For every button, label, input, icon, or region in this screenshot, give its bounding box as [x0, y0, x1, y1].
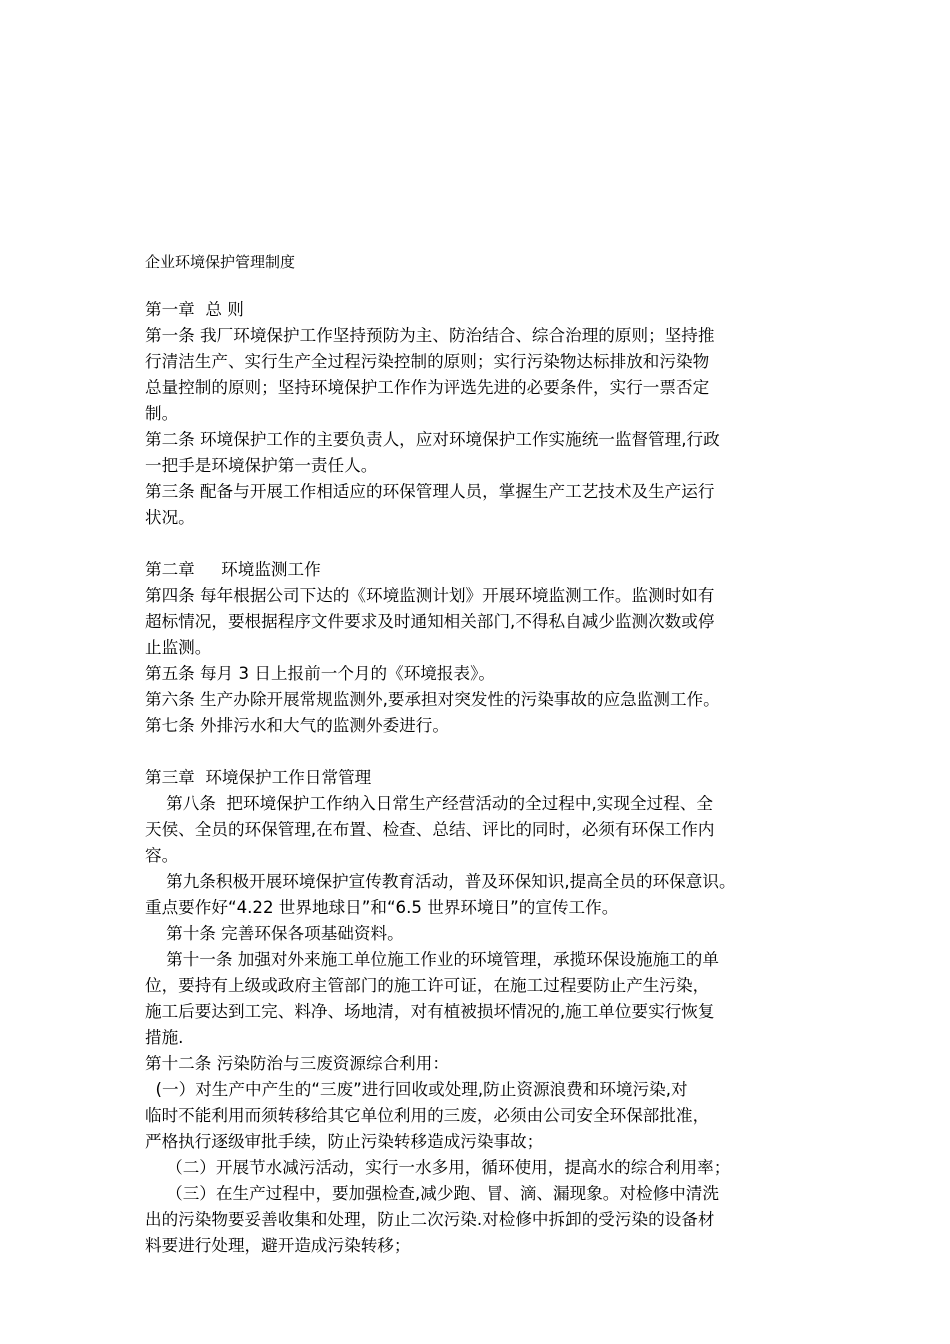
text-line: 第五条 每月 3 日上报前一个月的《环境报表》。: [145, 664, 495, 683]
text-line: 第一条 我厂环境保护工作坚持预防为主、防治结合、综合治理的原则；坚持推: [145, 326, 715, 345]
text-line: 第十条 完善环保各项基础资料。: [145, 924, 404, 943]
text-line: 施工后要达到工完、料净、场地清，对有植被损坏情况的,施工单位要实行恢复: [145, 1002, 715, 1021]
text-line: 第二章 环境监测工作: [145, 560, 321, 579]
text-line: 第十二条 污染防治与三废资源综合利用：: [145, 1054, 449, 1073]
text-line: （三）在生产过程中，要加强检查,减少跑、冒、滴、漏现象。对检修中清洗: [145, 1184, 719, 1203]
text-line: 第一章 总 则: [145, 300, 244, 319]
blank-line: [145, 531, 845, 557]
text-line: 总量控制的原则；坚持环境保护工作作为评选先进的必要条件，实行一票否定: [145, 378, 710, 397]
text-line: 位，要持有上级或政府主管部门的施工许可证，在施工过程要防止产生污染，: [145, 976, 710, 995]
text-line: 第六条 生产办除开展常规监测外,要承担对突发性的污染事故的应急监测工作。: [145, 690, 720, 709]
text-line: 容。: [145, 846, 179, 865]
text-line: 出的污染物要妥善收集和处理，防止二次污染.对检修中拆卸的受污染的设备材: [145, 1210, 715, 1229]
text-line: 第三章 环境保护工作日常管理: [145, 768, 372, 787]
document-body: [145, 297, 845, 1259]
text-line: 第九条积极开展环境保护宣传教育活动，普及环保知识,提高全员的环保意识。: [145, 872, 736, 891]
text-line: 第二条 环境保护工作的主要负责人，应对环境保护工作实施统一监督管理,行政: [145, 430, 720, 449]
document-title: 企业环境保护管理制度: [145, 253, 296, 271]
text-line: 一把手是环境保护第一责任人。: [145, 456, 378, 475]
text-line: 第十一条 加强对外来施工单位施工作业的环境管理，承揽环保设施施工的单: [145, 950, 719, 969]
text-line: 第三条 配备与开展工作相适应的环保管理人员，掌握生产工艺技术及生产运行: [145, 482, 715, 501]
text-line: 临时不能利用而须转移给其它单位利用的三废，必须由公司安全环保部批准，: [145, 1106, 710, 1125]
text-line: 重点要作好“4.22 世界地球日”和“6.5 世界环境日”的宣传工作。: [145, 898, 619, 917]
text-line: 措施.: [145, 1028, 184, 1047]
text-line: 天侯、全员的环保管理,在布置、检查、总结、评比的同时，必须有环保工作内: [145, 820, 715, 839]
text-line: 第七条 外排污水和大气的监测外委进行。: [145, 716, 449, 735]
text-line: 第四条 每年根据公司下达的《环境监测计划》开展环境监测工作。监测时如有: [145, 586, 715, 605]
text-line: 止监测。: [145, 638, 212, 657]
text-line: 状况。: [145, 508, 195, 527]
text-line: 第八条 把环境保护工作纳入日常生产经营活动的全过程中,实现全过程、全: [145, 794, 713, 813]
text-line: (一）对生产中产生的“三废”进行回收或处理,防止资源浪费和环境污染,对: [145, 1080, 688, 1099]
text-line: （二）开展节水减污活动，实行一水多用，循环使用，提高水的综合利用率；: [145, 1158, 731, 1177]
blank-line: [145, 739, 845, 765]
text-line: 行清洁生产、实行生产全过程污染控制的原则；实行污染物达标排放和污染物: [145, 352, 710, 371]
text-line: 制。: [145, 404, 179, 423]
text-line: 严格执行逐级审批手续，防止污染转移造成污染事故；: [145, 1132, 544, 1151]
text-line: 超标情况，要根据程序文件要求及时通知相关部门,不得私自减少监测次数或停: [145, 612, 715, 631]
text-line: 料要进行处理，避开造成污染转移；: [145, 1236, 411, 1255]
